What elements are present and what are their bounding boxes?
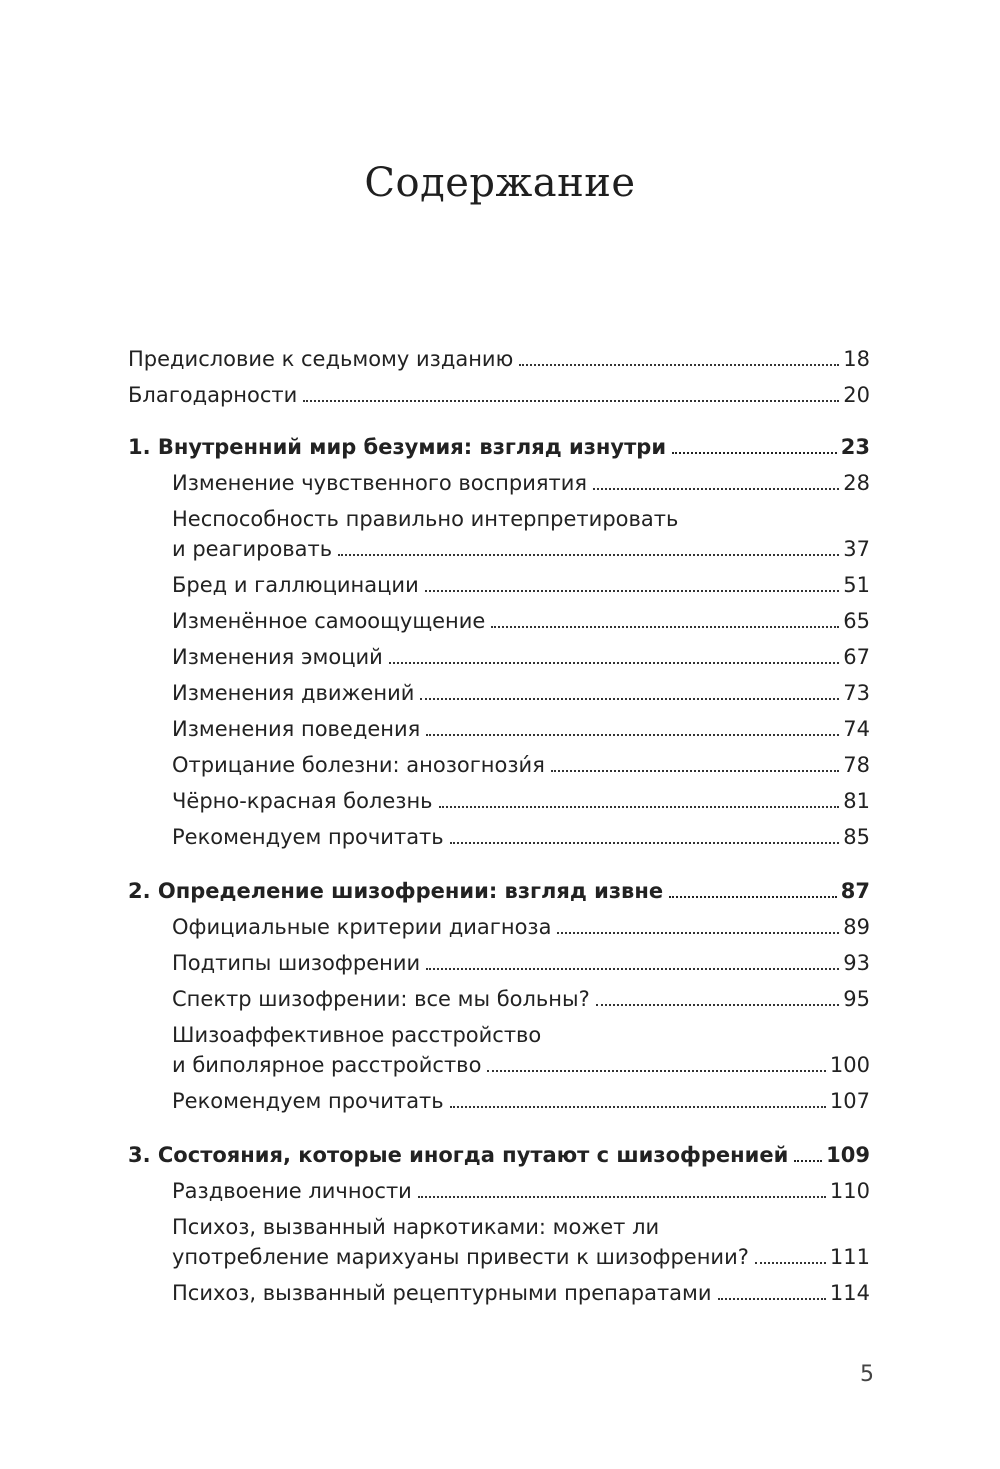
- toc-entry-page: 78: [843, 753, 870, 777]
- dot-leader: [794, 1160, 822, 1162]
- toc-entry[interactable]: [128, 1278, 870, 1308]
- dot-leader: [669, 896, 837, 898]
- dot-leader: [338, 554, 839, 556]
- dot-leader: [519, 364, 839, 366]
- toc-entry-page: 67: [843, 645, 870, 669]
- dot-leader: [487, 1070, 825, 1072]
- toc-entry[interactable]: [128, 1086, 870, 1116]
- toc-entry-label: Психоз, вызванный рецептурными препаратами: [172, 1281, 712, 1305]
- toc-chapter-page: 109: [826, 1143, 870, 1167]
- dot-leader: [551, 770, 839, 772]
- dot-leader: [426, 734, 839, 736]
- table-of-contents: [128, 344, 870, 1308]
- toc-chapter-label: 2. Определение шизофрении: взгляд извне: [128, 879, 664, 903]
- dot-leader: [491, 626, 839, 628]
- toc-entry[interactable]: [128, 786, 870, 816]
- dot-leader: [303, 400, 839, 402]
- dot-leader: [755, 1262, 826, 1264]
- toc-entry-label: Изменения поведения: [172, 717, 421, 741]
- toc-entry-label: Изменения эмоций: [172, 645, 383, 669]
- toc-entry-label-line1: Шизоаффективное расстройство: [172, 1023, 542, 1047]
- toc-entry[interactable]: [128, 714, 870, 744]
- toc-entry-page: 93: [843, 951, 870, 975]
- toc-entry[interactable]: [128, 1176, 870, 1206]
- dot-leader: [450, 842, 840, 844]
- toc-entry-page: 20: [843, 383, 870, 407]
- toc-entry-label: Благодарности: [128, 383, 298, 407]
- dot-leader: [596, 1004, 840, 1006]
- toc-entry-page: 95: [843, 987, 870, 1011]
- page-title: Содержание: [364, 160, 636, 206]
- toc-entry[interactable]: [128, 948, 870, 978]
- toc-entry-label-line1: Психоз, вызванный наркотиками: может ли: [172, 1215, 660, 1239]
- toc-chapter-page: 87: [840, 879, 870, 903]
- toc-entry[interactable]: [128, 912, 870, 942]
- toc-entry[interactable]: [128, 468, 870, 498]
- toc-chapter-label: 3. Состояния, которые иногда путают с шизофренией: [128, 1143, 789, 1167]
- toc-chapter-2[interactable]: [128, 876, 870, 906]
- toc-entry-label: Изменение чувственного восприятия: [172, 471, 588, 495]
- toc-entry[interactable]: [128, 678, 870, 708]
- toc-entry-page: 51: [843, 573, 870, 597]
- toc-entry-acknowledgements[interactable]: [128, 380, 870, 410]
- toc-entry-label: Изменённое самоощущение: [172, 609, 486, 633]
- toc-entry[interactable]: [128, 642, 870, 672]
- dot-leader: [439, 806, 840, 808]
- toc-chapter-page: 23: [840, 435, 870, 459]
- toc-chapter-1[interactable]: [128, 432, 870, 462]
- toc-entry-page: 114: [829, 1281, 870, 1305]
- toc-chapter-3[interactable]: [128, 1140, 870, 1170]
- toc-entry-label: Отрицание болезни: анозогнози́я: [172, 753, 545, 777]
- dot-leader: [672, 452, 837, 454]
- toc-entry-preface[interactable]: [128, 344, 870, 374]
- dot-leader: [418, 1196, 826, 1198]
- toc-entry[interactable]: [128, 1020, 870, 1080]
- toc-entry-page: 81: [843, 789, 870, 813]
- toc-entry-page: 73: [843, 681, 870, 705]
- toc-entry-page: 74: [843, 717, 870, 741]
- toc-entry-label: Бред и галлюцинации: [172, 573, 419, 597]
- toc-entry-label-line1: Неспособность правильно интерпретировать: [172, 507, 679, 531]
- toc-entry-label: Изменения движений: [172, 681, 415, 705]
- toc-entry-page: 107: [829, 1089, 870, 1113]
- toc-entry-page: 65: [843, 609, 870, 633]
- toc-entry-label: Рекомендуем прочитать: [172, 1089, 444, 1113]
- dot-leader: [420, 698, 839, 700]
- toc-entry[interactable]: [128, 570, 870, 600]
- toc-entry-page: 89: [843, 915, 870, 939]
- toc-entry-label: Спектр шизофрении: все мы больны?: [172, 987, 590, 1011]
- toc-entry-label: Рекомендуем прочитать: [172, 825, 444, 849]
- dot-leader: [593, 488, 839, 490]
- toc-entry-label: Официальные критерии диагноза: [172, 915, 552, 939]
- toc-entry-label: Предисловие к седьмому изданию: [128, 347, 514, 371]
- dot-leader: [426, 968, 839, 970]
- dot-leader: [389, 662, 839, 664]
- toc-entry-page: 111: [829, 1245, 870, 1269]
- toc-entry-page: 28: [843, 471, 870, 495]
- toc-entry[interactable]: [128, 984, 870, 1014]
- dot-leader: [425, 590, 840, 592]
- page-number: 5: [860, 1362, 874, 1387]
- toc-entry-page: 110: [829, 1179, 870, 1203]
- toc-entry-label: Подтипы шизофрении: [172, 951, 421, 975]
- toc-entry[interactable]: [128, 1212, 870, 1272]
- toc-entry-label: употребление марихуаны привести к шизофрении?: [172, 1245, 749, 1269]
- toc-entry-label: Раздвоение личности: [172, 1179, 412, 1203]
- toc-entry-label: и биполярное расстройство: [172, 1053, 482, 1077]
- toc-entry-page: 18: [843, 347, 870, 371]
- toc-entry[interactable]: [128, 504, 870, 564]
- toc-entry-page: 37: [843, 537, 870, 561]
- toc-entry-page: 100: [829, 1053, 870, 1077]
- toc-entry-label: и реагировать: [172, 537, 333, 561]
- toc-entry-page: 85: [843, 825, 870, 849]
- toc-entry[interactable]: [128, 606, 870, 636]
- toc-entry[interactable]: [128, 750, 870, 780]
- dot-leader: [557, 932, 839, 934]
- dot-leader: [718, 1298, 826, 1300]
- toc-entry[interactable]: [128, 822, 870, 852]
- dot-leader: [450, 1106, 826, 1108]
- toc-entry-label: Чёрно-красная болезнь: [172, 789, 433, 813]
- toc-chapter-label: 1. Внутренний мир безумия: взгляд изнутри: [128, 435, 667, 459]
